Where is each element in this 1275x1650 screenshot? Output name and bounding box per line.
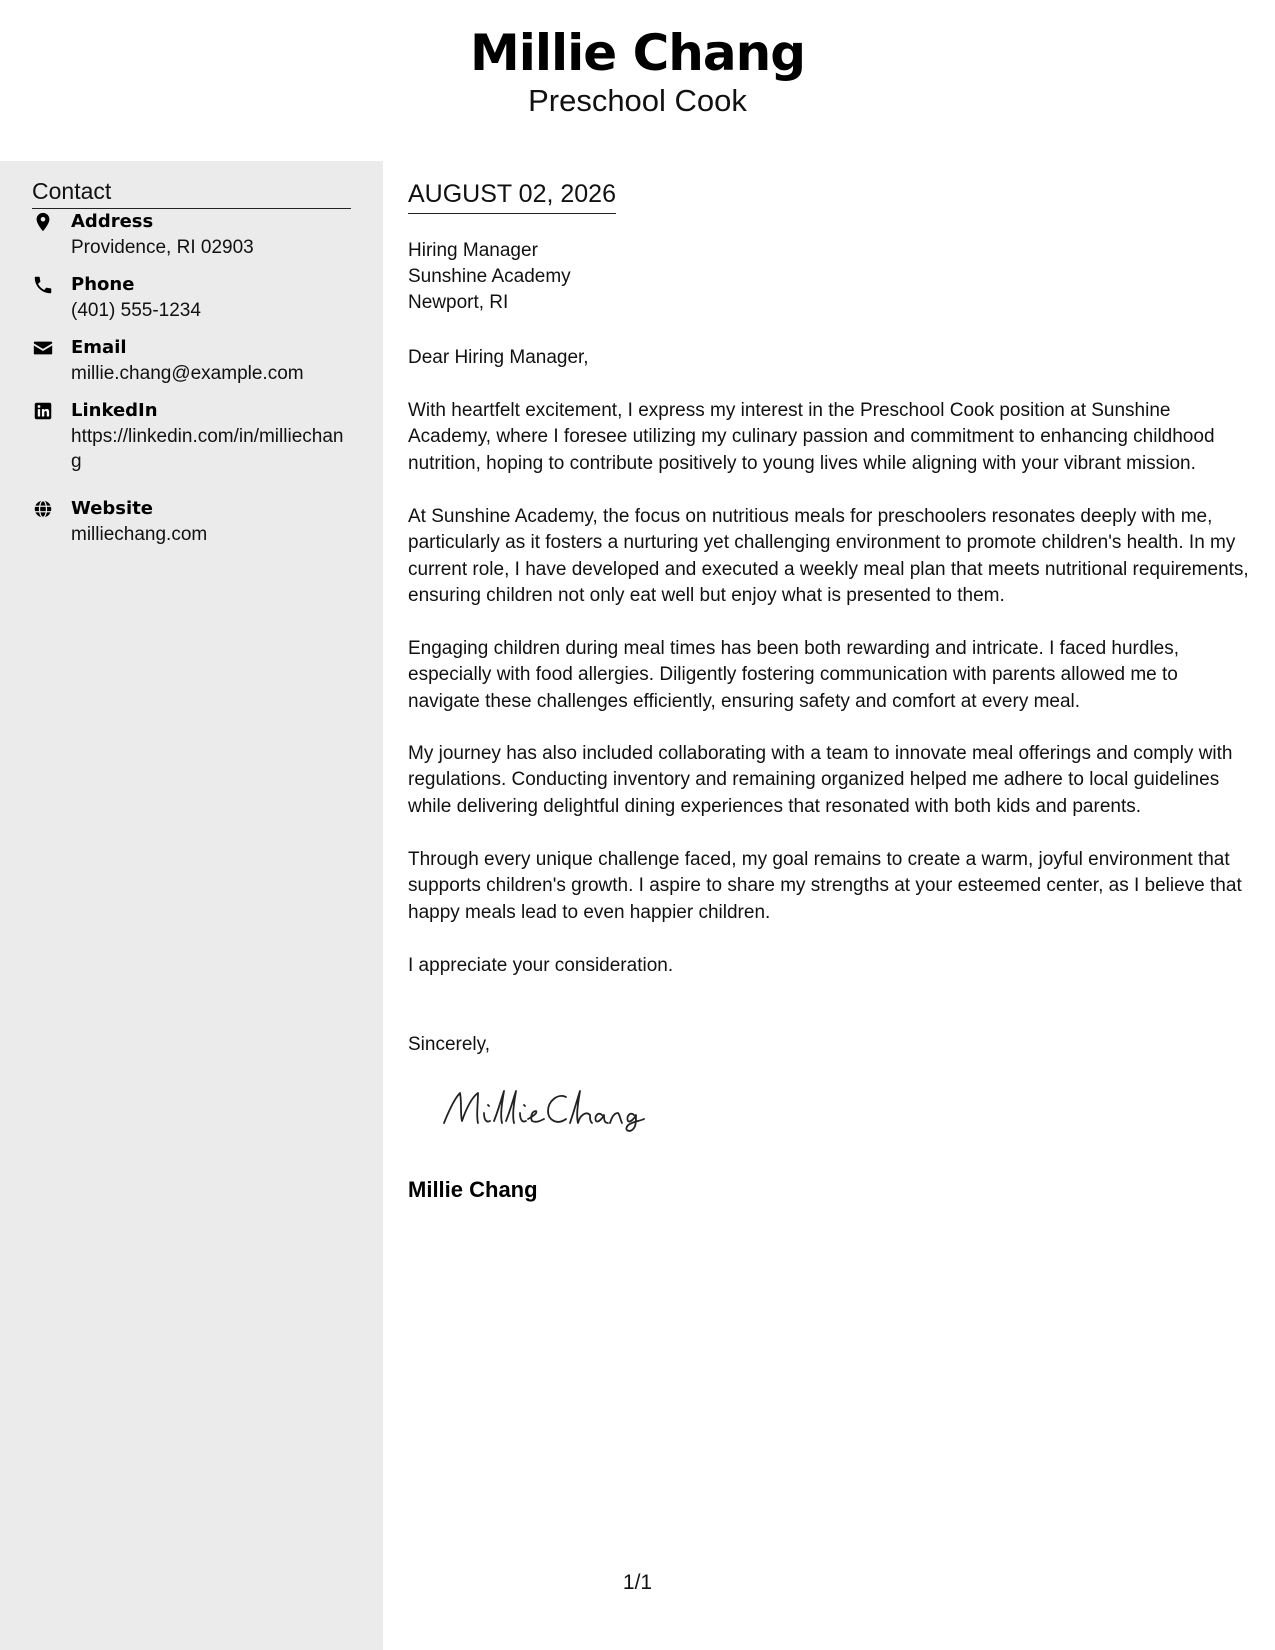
- contact-value: (401) 555-1234: [71, 300, 201, 321]
- letter-paragraph: Through every unique challenge faced, my goal remains to create a warm, joyful environment that supports children's growth. I aspire to share my strengths at your esteemed center, as I believe that happy meals lead to even happier children.: [408, 849, 1242, 923]
- linkedin-icon: [32, 400, 54, 422]
- letter-paragraph: At Sunshine Academy, the focus on nutritious meals for preschoolers resonates deeply with me, particularly as it fosters a nurturing yet challenging environment to promote children's health. In my current role, I have developed and executed a weekly meal plan that meets nutritional requirements, ensuring children not only eat well but enjoy what is presented to them.: [408, 506, 1249, 606]
- closing: Sincerely,: [408, 1034, 491, 1055]
- phone-icon: [32, 274, 54, 296]
- handwritten-signature: [436, 1083, 656, 1133]
- applicant-name: Millie Chang: [469, 24, 806, 82]
- contact-value: https://linkedin.com/in/milliechang: [71, 426, 344, 472]
- contact-label: Address: [71, 211, 154, 232]
- letter-paragraph: I appreciate your consideration.: [408, 955, 674, 976]
- contact-label: LinkedIn: [71, 400, 158, 421]
- recipient-block: [408, 238, 571, 316]
- recipient-line: Hiring Manager: [408, 240, 538, 261]
- contact-label: Phone: [71, 274, 135, 295]
- signer-name: Millie Chang: [408, 1177, 538, 1202]
- contact-heading: Contact: [32, 176, 351, 209]
- letter-paragraph: My journey has also included collaborating with a team to innovate meal offerings and comply with regulations. Conducting inventory and remaining organized helped me adhere to local guidelines while delivering delightful dining experiences that resonated with both kids and parents.: [408, 743, 1233, 817]
- salutation: Dear Hiring Manager,: [408, 347, 589, 368]
- letter-date: AUGUST 02, 2026: [408, 177, 616, 214]
- job-title: Preschool Cook: [528, 83, 747, 118]
- letter-paragraph: Engaging children during meal times has been both rewarding and intricate. I faced hurdles, especially with food allergies. Diligently fostering communication with parents allowed me to navigate these challenges efficiently, ensuring safety and comfort at every meal.: [408, 638, 1180, 712]
- recipient-line: Sunshine Academy: [408, 266, 571, 287]
- recipient-line: Newport, RI: [408, 292, 509, 313]
- globe-icon: [32, 498, 54, 520]
- contact-value: Providence, RI 02903: [71, 237, 254, 258]
- letter-header: [0, 0, 1275, 160]
- contact-value: millie.chang@example.com: [71, 363, 304, 384]
- envelope-icon: [32, 337, 54, 359]
- contact-label: Website: [71, 498, 154, 519]
- contact-value: milliechang.com: [71, 524, 208, 545]
- contact-label: Email: [71, 337, 127, 358]
- page-number: 1/1: [622, 1571, 653, 1594]
- letter-paragraph: With heartfelt excitement, I express my interest in the Preschool Cook position at Sunshine Academy, where I foresee utilizing my culinary passion and commitment to enhancing childhood nutrition, hoping to contribute positively to young lives while aligning with your vibrant mission.: [408, 400, 1215, 474]
- map-pin-icon: [32, 211, 54, 233]
